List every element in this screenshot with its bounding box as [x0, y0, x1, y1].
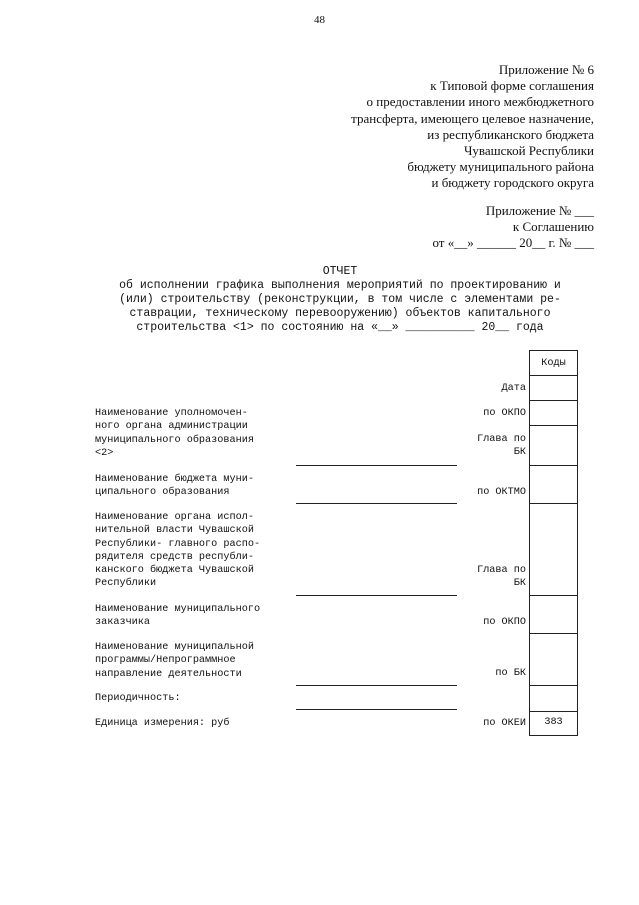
budget-name-label: Наименование бюджета муни- ципального образования: [95, 474, 254, 499]
authorized-body-label: Наименование уполномочен- ного органа администрации муниципального образования <2>: [95, 408, 254, 459]
report-title-line: (или) строительству (реконструкции, в том числе с элементами ре-: [119, 293, 561, 306]
appendix-6-line: из республиканского бюджета: [427, 126, 594, 142]
appendix-6-block: [351, 62, 594, 192]
program-label: Наименование муниципальной программы/Непрограммное направление деятельности: [95, 642, 254, 680]
customer-label: Наименование муниципального заказчика: [95, 604, 261, 629]
periodicity-label: Периодичность:: [95, 693, 181, 704]
code-cell-okei: 383: [529, 712, 578, 736]
glava-bk-label: Глава по БК: [477, 565, 526, 590]
code-cell-bk: [529, 634, 578, 686]
appendix-6-line: и бюджету городского округа: [431, 175, 594, 191]
unit-label: Единица измерения: руб: [95, 718, 230, 729]
appendix-agreement-line: к Соглашению: [512, 219, 594, 234]
report-heading: ОТЧЕТ: [322, 265, 358, 278]
appendix-agreement-block: [432, 203, 594, 251]
appendix-6-line: бюджету муниципального района: [407, 159, 594, 175]
bk-label: по БК: [495, 668, 526, 679]
appendix-6-line: о предоставлении иного межбюджетного: [366, 94, 594, 110]
code-cell-glava-bk: [529, 504, 578, 596]
glava-bk-label: Глава по БК: [477, 434, 526, 459]
appendix-6-line: Чувашской Республики: [463, 143, 594, 159]
code-cell-okpo: [529, 596, 578, 634]
codes-header: Коды: [529, 350, 578, 376]
okei-label: по ОКЕИ: [483, 718, 526, 729]
code-cell-date: [529, 376, 578, 401]
code-cell-periodicity: [529, 686, 578, 712]
code-cell-glava-bk: [529, 426, 578, 466]
appendix-6-line: Приложение № 6: [498, 62, 594, 77]
appendix-agreement-line: от «__» ______ 20__ г. № ___: [432, 235, 594, 250]
report-title-line: ставрации, техническому перевооружению) объектов капитального: [129, 307, 551, 320]
page-number: 48: [314, 14, 325, 26]
date-label: Дата: [501, 383, 526, 394]
executive-body-label: Наименование органа испол- нительной власти Чувашской Республики- главного распо- рядителя средств республи- канского бюджета Чувашской Республики: [95, 512, 261, 590]
okpo-label: по ОКПО: [483, 408, 526, 419]
okpo-label: по ОКПО: [483, 617, 526, 628]
budget-name-line: [296, 503, 457, 504]
oktmo-label: по ОКТМО: [477, 487, 526, 498]
program-line: [296, 685, 457, 686]
executive-body-line: [296, 595, 457, 596]
appendix-6-line: к Типовой форме соглашения: [430, 78, 594, 94]
periodicity-line: [296, 709, 457, 710]
appendix-agreement-line: Приложение № ___: [485, 203, 594, 218]
report-title: [90, 265, 590, 335]
authorized-body-line: [296, 465, 457, 466]
code-cell-oktmo: [529, 466, 578, 504]
report-title-line: строительства <1> по состоянию на «__» __________ 20__ года: [136, 321, 544, 334]
appendix-6-line: трансферта, имеющего целевое назначение,: [351, 110, 594, 126]
report-title-line: об исполнении графика выполнения мероприятий по проектированию и: [119, 279, 561, 292]
code-cell-okpo: [529, 401, 578, 426]
